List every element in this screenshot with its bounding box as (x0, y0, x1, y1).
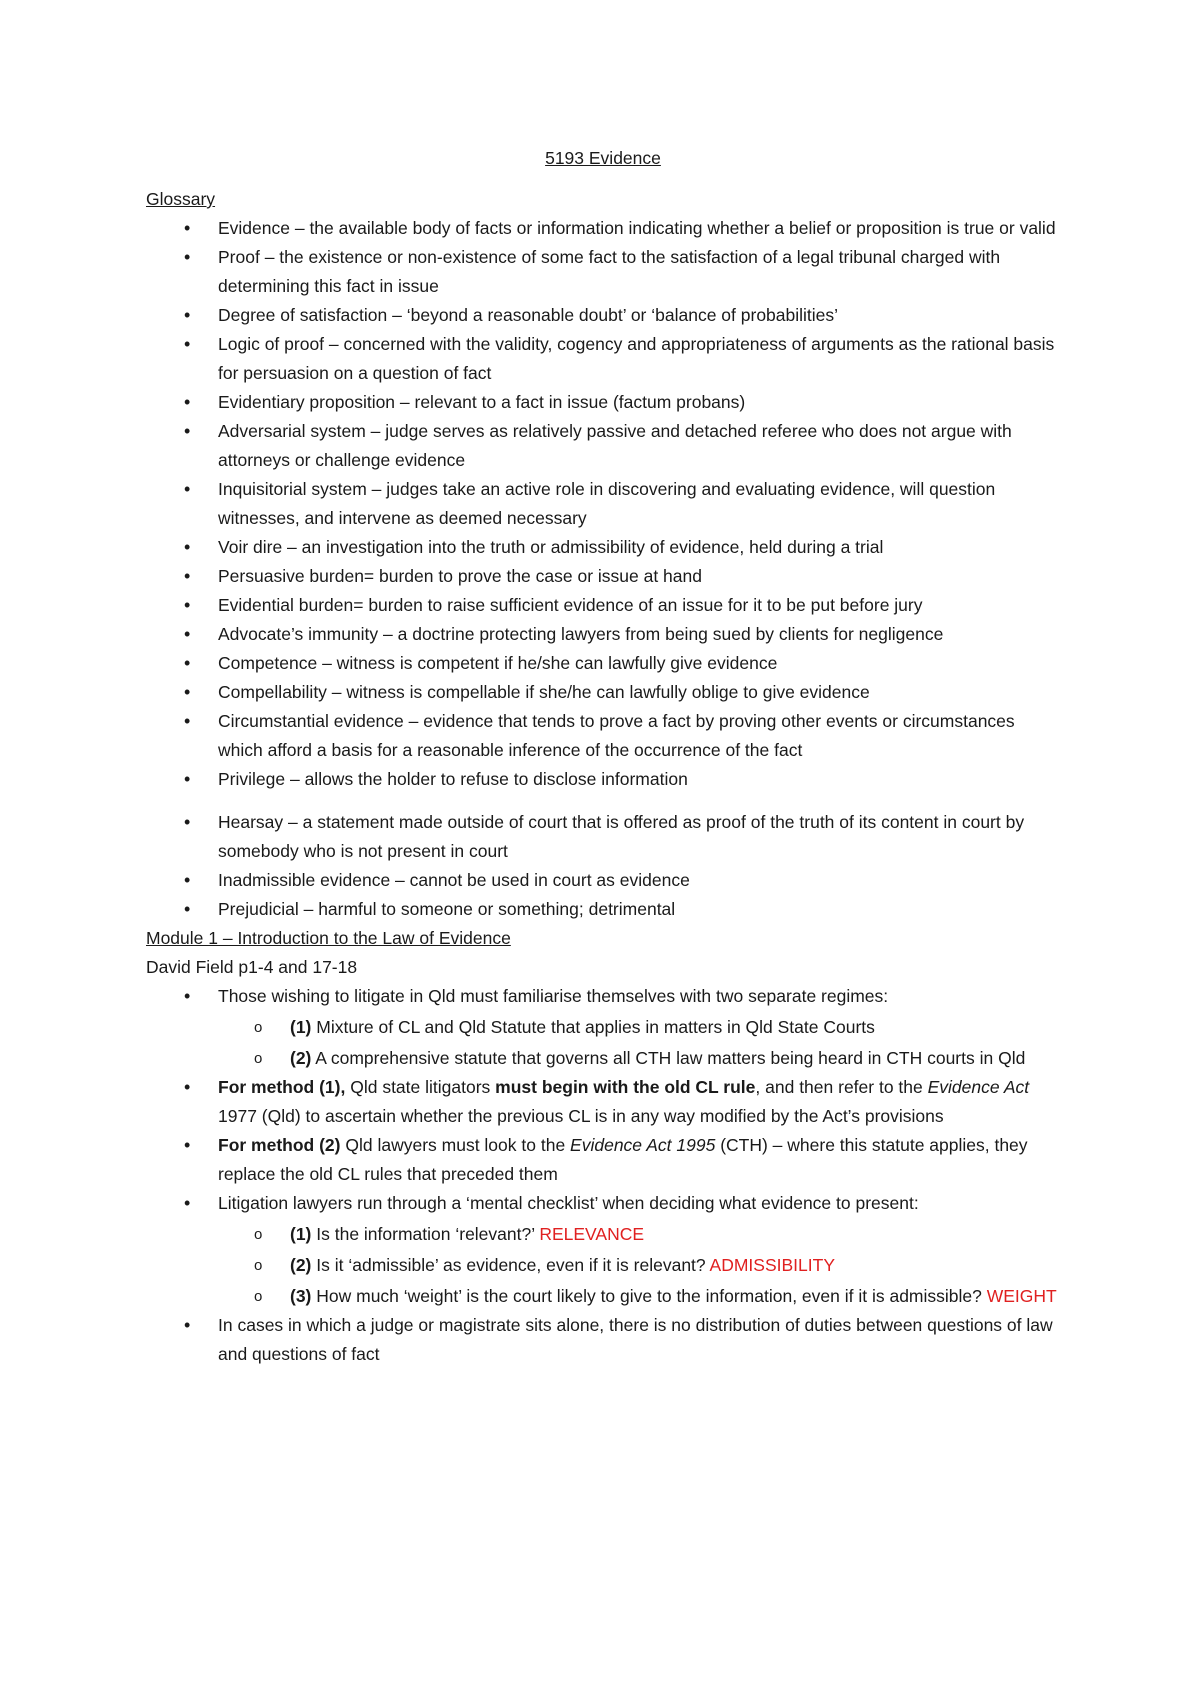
module-bullet: • In cases in which a judge or magistrate sits alone, there is no distribution of duties between questions of law and questions of fact (218, 1311, 1060, 1369)
glossary-item: • Circumstantial evidence – evidence that tends to prove a fact by proving other events or circumstances which afford a basis for a reasonable inference of the occurrence of the fact (218, 707, 1060, 765)
sub-item (290, 1044, 1060, 1073)
bold-lead: For method (2) (218, 1135, 341, 1155)
sub-number: (1) (290, 1224, 312, 1244)
glossary-item: • Evidentiary proposition – relevant to a fact in issue (factum probans) (218, 388, 1060, 417)
module-list (146, 982, 1060, 1369)
sub-item (290, 1220, 1060, 1249)
glossary-item: • Prejudicial – harmful to someone or something; detrimental (218, 895, 1060, 924)
checklist-sub-list (218, 1220, 1060, 1311)
bullet-text: Qld lawyers must look to the (340, 1135, 571, 1155)
module-bullet (218, 1189, 1060, 1311)
page-title: 5193 Evidence (545, 148, 661, 168)
glossary-item: • Hearsay – a statement made outside of court that is offered as proof of the truth of its content in court by somebody who is not present in court (218, 808, 1060, 866)
bullet-text: Qld state litigators (345, 1077, 496, 1097)
bold-lead: For method (1), (218, 1077, 346, 1097)
keyword-tag: ADMISSIBILITY (709, 1255, 835, 1275)
module-bullet (218, 982, 1060, 1073)
bold-phrase: must begin with the old CL rule (495, 1077, 756, 1097)
module-bullet (218, 1131, 1060, 1189)
keyword-tag: RELEVANCE (539, 1224, 645, 1244)
sub-text: How much ‘weight’ is the court likely to give to the information, even if it is admissible? (311, 1286, 987, 1306)
sub-item (290, 1282, 1060, 1311)
sub-number: (3) (290, 1286, 312, 1306)
glossary-item: • Persuasive burden= burden to prove the case or issue at hand (218, 562, 1060, 591)
sub-item (290, 1013, 1060, 1042)
source-reference: David Field p1-4 and 17-18 (146, 957, 358, 977)
sub-number: (2) (290, 1255, 312, 1275)
bullet-text: Litigation lawyers run through a ‘mental checklist’ when deciding what evidence to present: (218, 1193, 919, 1213)
sub-text: Is it ‘admissible’ as evidence, even if it is relevant? (311, 1255, 710, 1275)
glossary-item: • Logic of proof – concerned with the validity, cogency and appropriateness of arguments as the rational basis for persuasion on a question of fact (218, 330, 1060, 388)
keyword-tag: WEIGHT (986, 1286, 1057, 1306)
bullet-text: , and then refer to the (755, 1077, 928, 1097)
glossary-item: • Inadmissible evidence – cannot be used in court as evidence (218, 866, 1060, 895)
glossary-item: • Inquisitorial system – judges take an active role in discovering and evaluating evidence, will question witnesses, and intervene as deemed necessary (218, 475, 1060, 533)
glossary-list (146, 214, 1060, 924)
module-heading: Module 1 – Introduction to the Law of Evidence (146, 928, 511, 948)
glossary-heading: Glossary (146, 189, 216, 209)
sub-item (290, 1251, 1060, 1280)
bullet-text: Those wishing to litigate in Qld must familiarise themselves with two separate regimes: (218, 986, 889, 1006)
glossary-item: • Evidential burden= burden to raise sufficient evidence of an issue for it to be put before jury (218, 591, 1060, 620)
act-title: Evidence Act 1995 (570, 1135, 716, 1155)
bullet-text: (CTH) – where this statute applies, they replace the old CL rules that preceded them (218, 1135, 1028, 1184)
glossary-item: • Compellability – witness is compellable if she/he can lawfully oblige to give evidence (218, 678, 1060, 707)
sub-text: Mixture of CL and Qld Statute that applies in matters in Qld State Courts (311, 1017, 875, 1037)
sub-number: (2) (290, 1048, 312, 1068)
sub-text: A comprehensive statute that governs all CTH law matters being heard in CTH courts in Qld (311, 1048, 1026, 1068)
bullet-text: 1977 (Qld) to ascertain whether the previous CL is in any way modified by the Act’s provisions (218, 1106, 944, 1126)
glossary-item: • Proof – the existence or non-existence of some fact to the satisfaction of a legal tribunal charged with determining this fact in issue (218, 243, 1060, 301)
glossary-item: • Advocate’s immunity – a doctrine protecting lawyers from being sued by clients for negligence (218, 620, 1060, 649)
module-bullet (218, 1073, 1060, 1131)
sub-number: (1) (290, 1017, 312, 1037)
sub-text: Is the information ‘relevant?’ (311, 1224, 540, 1244)
glossary-item: • Voir dire – an investigation into the truth or admissibility of evidence, held during a trial (218, 533, 1060, 562)
glossary-item: • Adversarial system – judge serves as relatively passive and detached referee who does not argue with attorneys or challenge evidence (218, 417, 1060, 475)
act-title: Evidence Act (927, 1077, 1030, 1097)
glossary-item: • Evidence – the available body of facts or information indicating whether a belief or proposition is true or valid (218, 214, 1060, 243)
glossary-item: • Degree of satisfaction – ‘beyond a reasonable doubt’ or ‘balance of probabilities’ (218, 301, 1060, 330)
glossary-item: • Competence – witness is competent if he/she can lawfully give evidence (218, 649, 1060, 678)
sub-list (218, 1013, 1060, 1073)
glossary-item: • Privilege – allows the holder to refuse to disclose information (218, 765, 1060, 794)
